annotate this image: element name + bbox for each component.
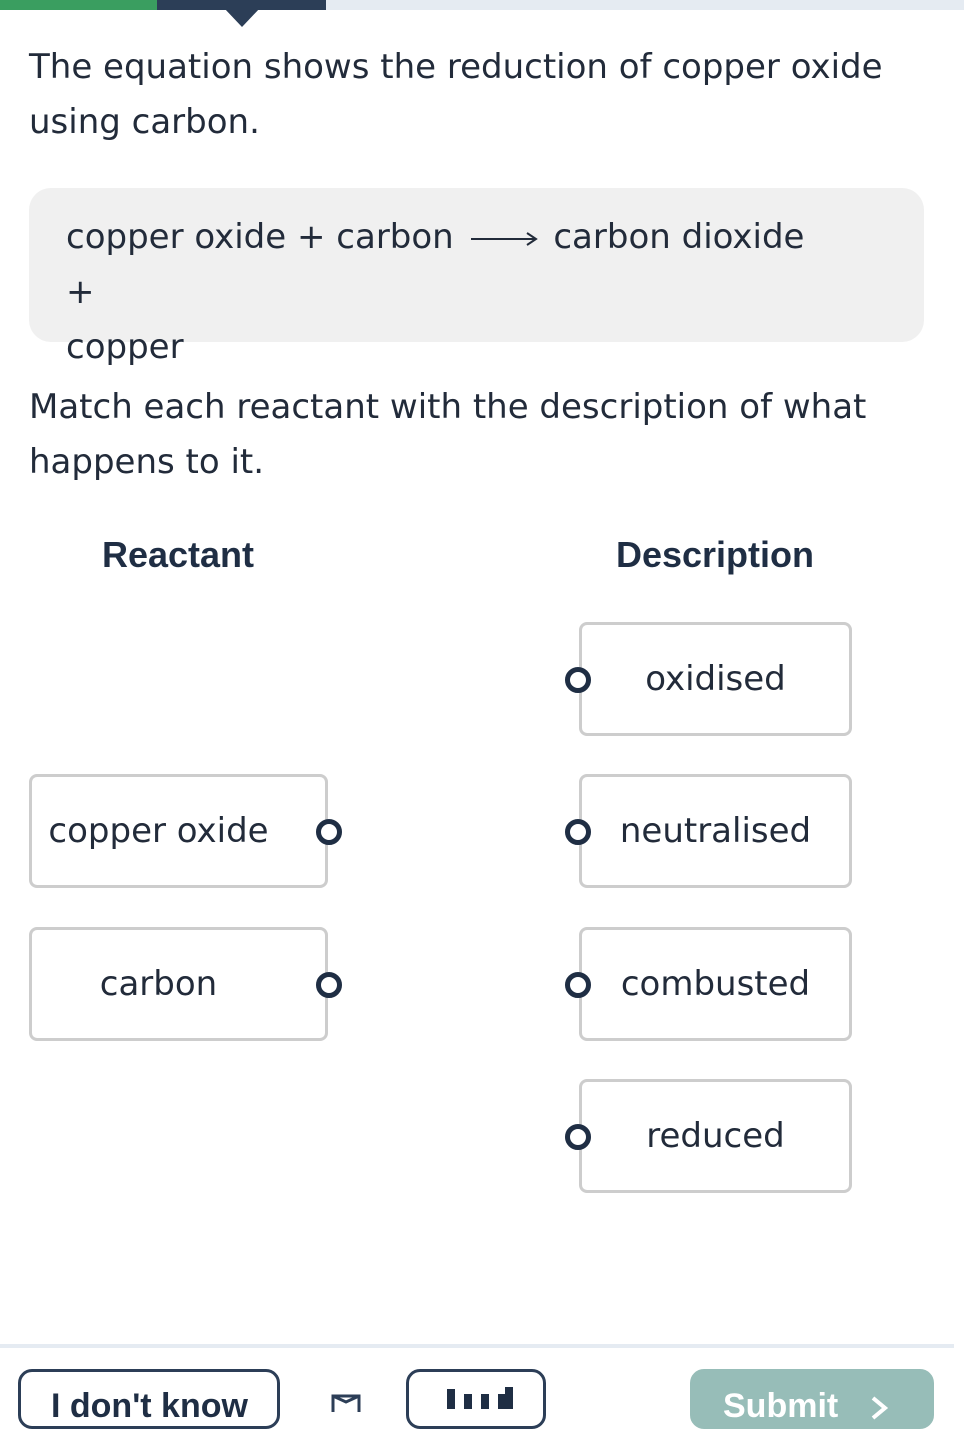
reactant-label: carbon <box>99 964 218 1004</box>
description-card-oxidised[interactable] <box>579 622 852 736</box>
bar-chart-icon <box>409 1372 546 1412</box>
reactant-card-carbon[interactable] <box>29 927 328 1041</box>
reactant-column-heading: Reactant <box>101 534 255 575</box>
progress-segment-complete <box>0 0 157 10</box>
description-label: neutralised <box>619 811 812 851</box>
i-dont-know-button[interactable] <box>18 1369 280 1429</box>
description-card-neutralised[interactable] <box>579 774 852 888</box>
description-column-heading: Description <box>615 534 815 575</box>
footer-divider <box>0 1344 954 1348</box>
equation-reactants: copper oxide + carbon <box>66 217 454 257</box>
progress-segment-remaining <box>326 0 964 10</box>
reactant-card-copper-oxide[interactable] <box>29 774 328 888</box>
bar-chart-button[interactable] <box>406 1369 546 1429</box>
description-label: reduced <box>646 1116 785 1156</box>
equation-products-line1: carbon dioxide + <box>66 217 805 312</box>
submit-button[interactable] <box>690 1369 934 1429</box>
i-dont-know-label: I don't know <box>51 1387 248 1425</box>
question-instruction: Match each reactant with the description of what happens to it. <box>29 387 867 482</box>
description-connector-neutralised[interactable] <box>565 819 591 845</box>
question-intro: The equation shows the reduction of copper oxide using carbon. <box>29 47 883 142</box>
description-label: combusted <box>620 964 811 1004</box>
flag-icon[interactable] <box>330 1392 362 1412</box>
submit-label: Submit <box>723 1387 839 1425</box>
description-connector-oxidised[interactable] <box>565 667 591 693</box>
long-right-arrow-icon <box>469 229 539 249</box>
description-card-reduced[interactable] <box>579 1079 852 1193</box>
equation-products-line2: copper <box>66 327 184 367</box>
reactant-connector-copper-oxide[interactable] <box>316 819 342 845</box>
chevron-right-icon <box>867 1392 897 1422</box>
description-card-combusted[interactable] <box>579 927 852 1041</box>
description-connector-reduced[interactable] <box>565 1124 591 1150</box>
reactant-connector-carbon[interactable] <box>316 972 342 998</box>
description-connector-combusted[interactable] <box>565 972 591 998</box>
progress-bar <box>0 0 964 10</box>
description-label: oxidised <box>645 659 786 699</box>
current-position-caret-icon <box>224 8 260 27</box>
word-equation <box>66 210 826 375</box>
reactant-label: copper oxide <box>48 811 269 851</box>
equation-box <box>29 188 924 367</box>
